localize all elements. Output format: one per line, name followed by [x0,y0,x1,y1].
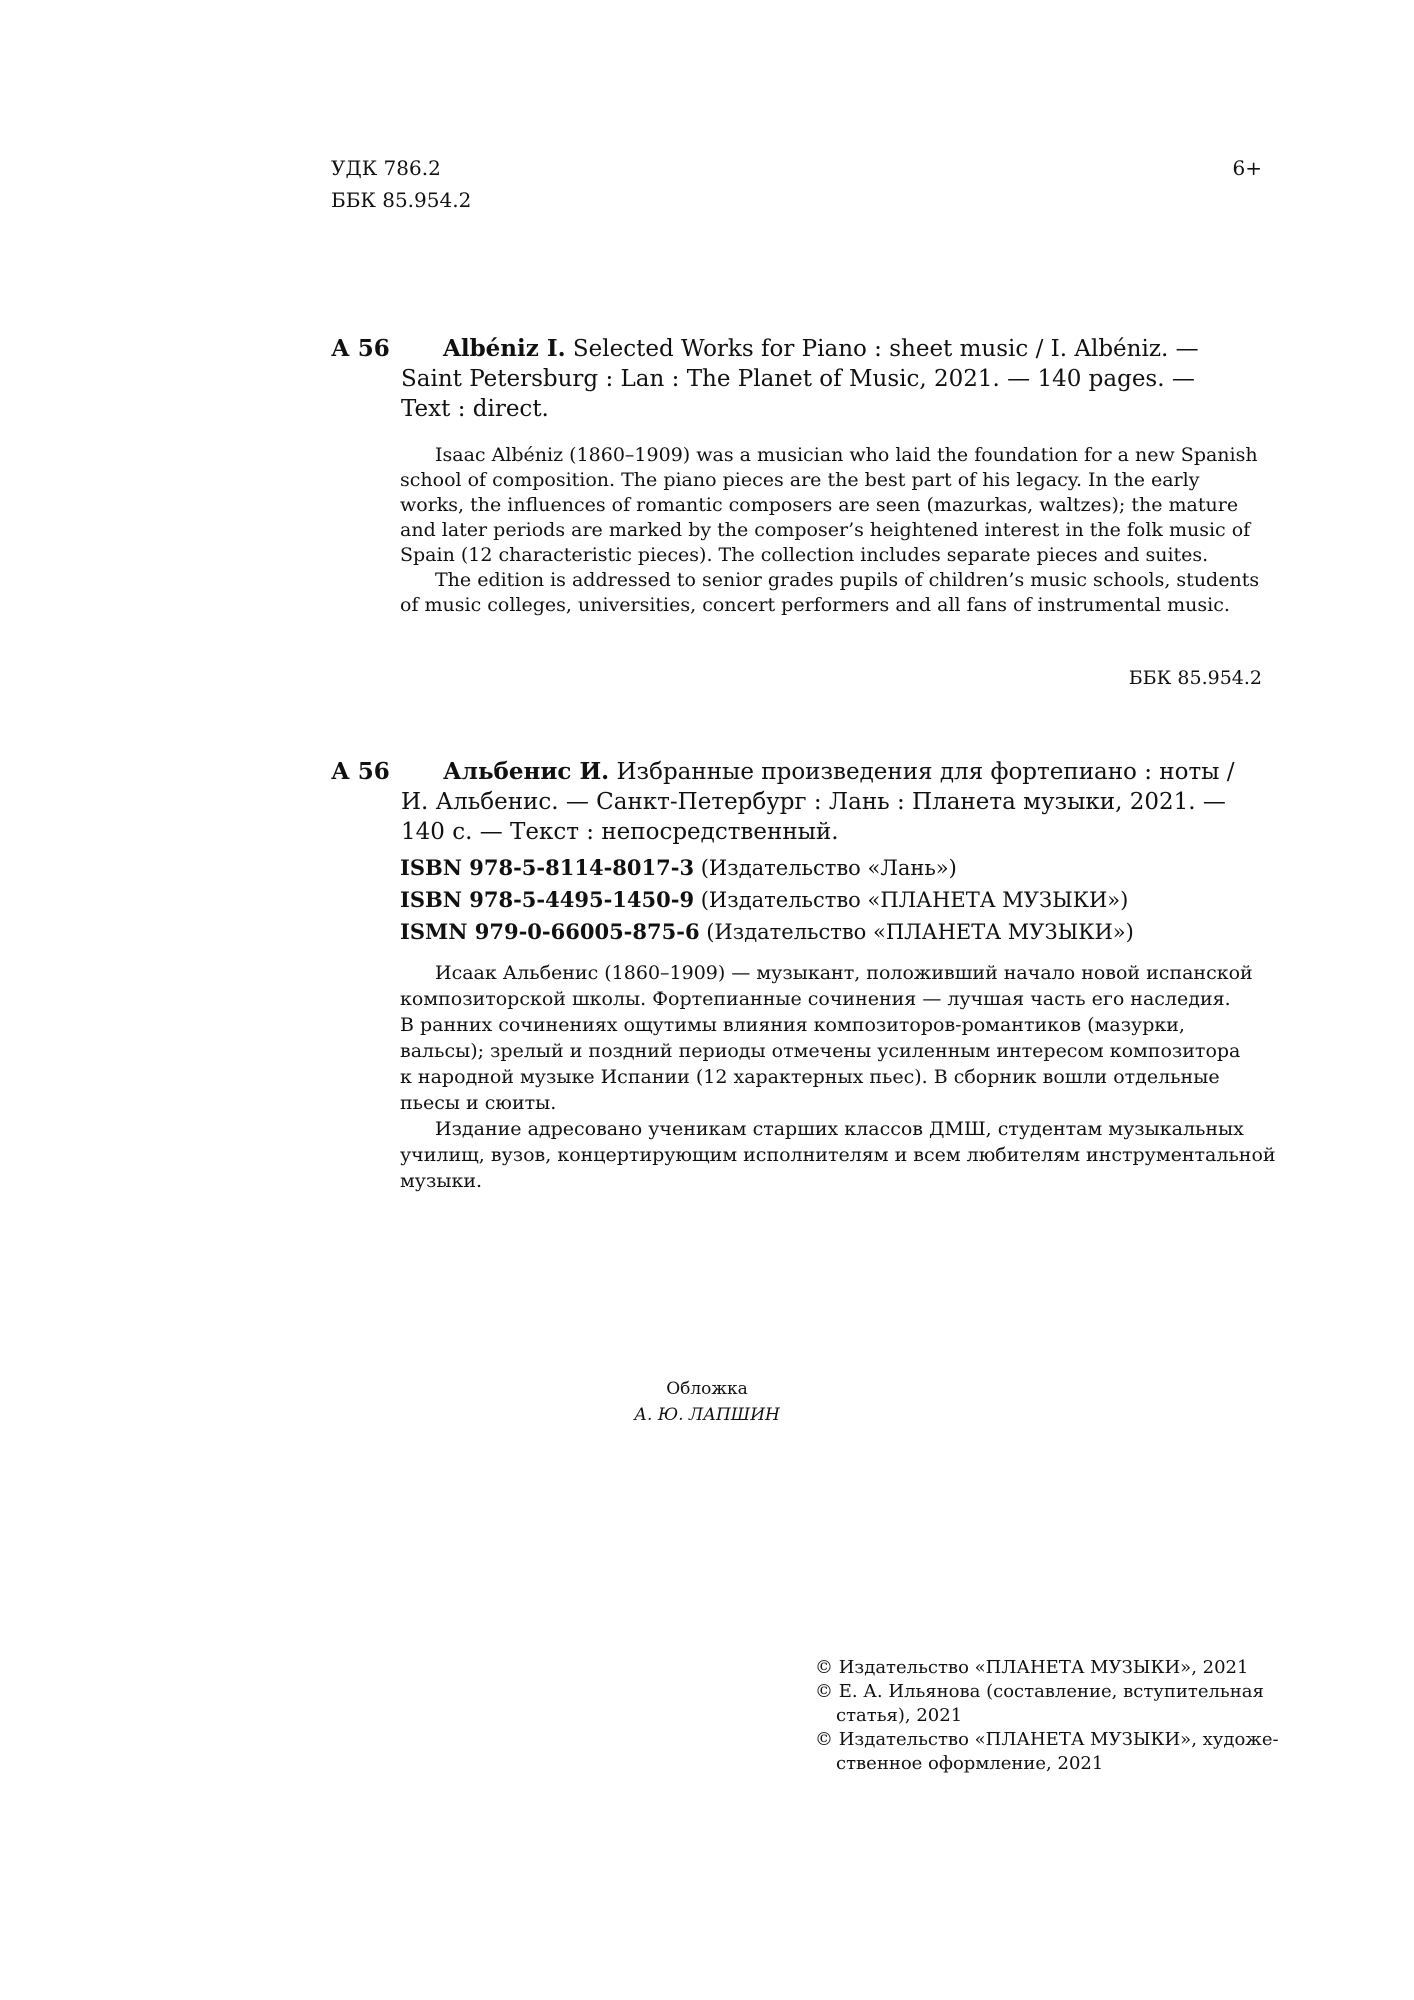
copyright-line: © Е. А. Ильянова (составление, вступительная [815,1681,1264,1702]
annotation-ru-line: Издание адресовано ученикам старших классов ДМШ, студентам музыкальных [435,1118,1244,1140]
isbn-block [400,852,1134,948]
cover-label: Обложка [666,1379,748,1399]
cover-credit [0,1376,1414,1428]
isbn-code: ISBN 978-5-8114-8017-3 [400,855,695,880]
author-name-ru: Альбенис И. [443,758,610,785]
copyright-block [815,1656,1279,1776]
annotation-ru-line: вальсы); зрелый и поздний периоды отмечены усиленным интересом композитора [400,1040,1241,1062]
annotation-en-paragraph-1 [400,443,1266,468]
media-type-en: Text : direct. [401,396,549,422]
title-ru: Избранные произведения для фортепиано : ноты / [609,759,1235,785]
annotation-en-line: The edition is addressed to senior grades pupils of children’s music schools, students [435,569,1260,591]
annotation-en-line: Spain (12 characteristic pieces). The collection includes separate pieces and suites. [400,544,1209,566]
isbn-row [400,852,1134,884]
annotation-ru-line: училищ, вузов, концертирующим исполнителям и всем любителям инструментальной [400,1144,1276,1166]
annotation-ru-line: пьесы и сюиты. [400,1092,557,1114]
bibliographic-entry-en [331,334,1266,424]
imprint-line-ru: И. Альбенис. — Санкт-Петербург : Лань : Планета музыки, 2021. — [401,789,1226,815]
imprint-line-en: Saint Petersburg : Lan : The Planet of Music, 2021. — 140 pages. — [401,366,1195,392]
annotation-ru-line: Исаак Альбенис (1860–1909) — музыкант, положивший начало новой испанской [435,962,1253,984]
author-mark-ru: А 56 [331,758,390,785]
copyright-line: ственное оформление, 2021 [836,1753,1104,1774]
isbn-publisher: (Издательство «Лань») [694,856,957,880]
copyright-line: © Издательство «ПЛАНЕТА МУЗЫКИ», 2021 [815,1657,1249,1678]
annotation-en-paragraph-1-rest [400,468,1266,568]
bibliographic-entry-ru [331,757,1266,847]
annotation-ru-line: композиторской школы. Фортепианные сочинения — лучшая часть его наследия. [400,988,1231,1010]
annotation-ru-line: к народной музыке Испании (12 характерных пьес). В сборник вошли отдельные [400,1066,1220,1088]
copyright-line: статья), 2021 [836,1705,963,1726]
annotation-en-line: works, the influences of romantic composers are seen (mazurkas, waltzes); the mature [400,494,1239,516]
ismn-code: ISMN 979-0-66005-875-6 [400,919,700,944]
media-type-ru: 140 с. — Текст : непосредственный. [401,819,839,845]
isbn-publisher: (Издательство «ПЛАНЕТА МУЗЫКИ») [694,888,1129,912]
annotation-ru-line: В ранних сочинениях ощутимы влияния композиторов-романтиков (мазурки, [400,1014,1185,1036]
cover-designer: А. Ю. ЛАПШИН [634,1405,780,1425]
ismn-publisher: (Издательство «ПЛАНЕТА МУЗЫКИ») [699,920,1134,944]
isbn-row [400,884,1134,916]
author-mark-en: А 56 [331,335,390,362]
annotation-en-paragraph-2 [400,568,1266,593]
bbk-code-bottom: ББК 85.954.2 [1128,667,1262,689]
annotation-en-line: Isaac Albéniz (1860–1909) was a musician who laid the foundation for a new Spanish [435,444,1258,466]
title-en: Selected Works for Piano : sheet music / I. Albéniz. — [565,336,1199,362]
isbn-code: ISBN 978-5-4495-1450-9 [400,887,695,912]
ismn-row [400,916,1134,948]
classification-block [331,152,471,216]
udk-code: УДК 786.2 [331,156,441,180]
copyright-line: © Издательство «ПЛАНЕТА МУЗЫКИ», художе- [815,1729,1279,1750]
annotation-ru [400,960,1276,1194]
age-rating: 6+ [1232,156,1262,180]
annotation-ru-line: музыки. [400,1170,483,1192]
author-name-en: Albéniz I. [443,335,566,362]
annotation-en-line: and later periods are marked by the composer’s heightened interest in the folk music of [400,519,1251,541]
annotation-en-line: of music colleges, universities, concert performers and all fans of instrumental music. [400,594,1230,616]
annotation-en-line: school of composition. The piano pieces are the best part of his legacy. In the early [400,469,1200,491]
annotation-en [400,443,1266,618]
bbk-code: ББК 85.954.2 [331,188,472,212]
